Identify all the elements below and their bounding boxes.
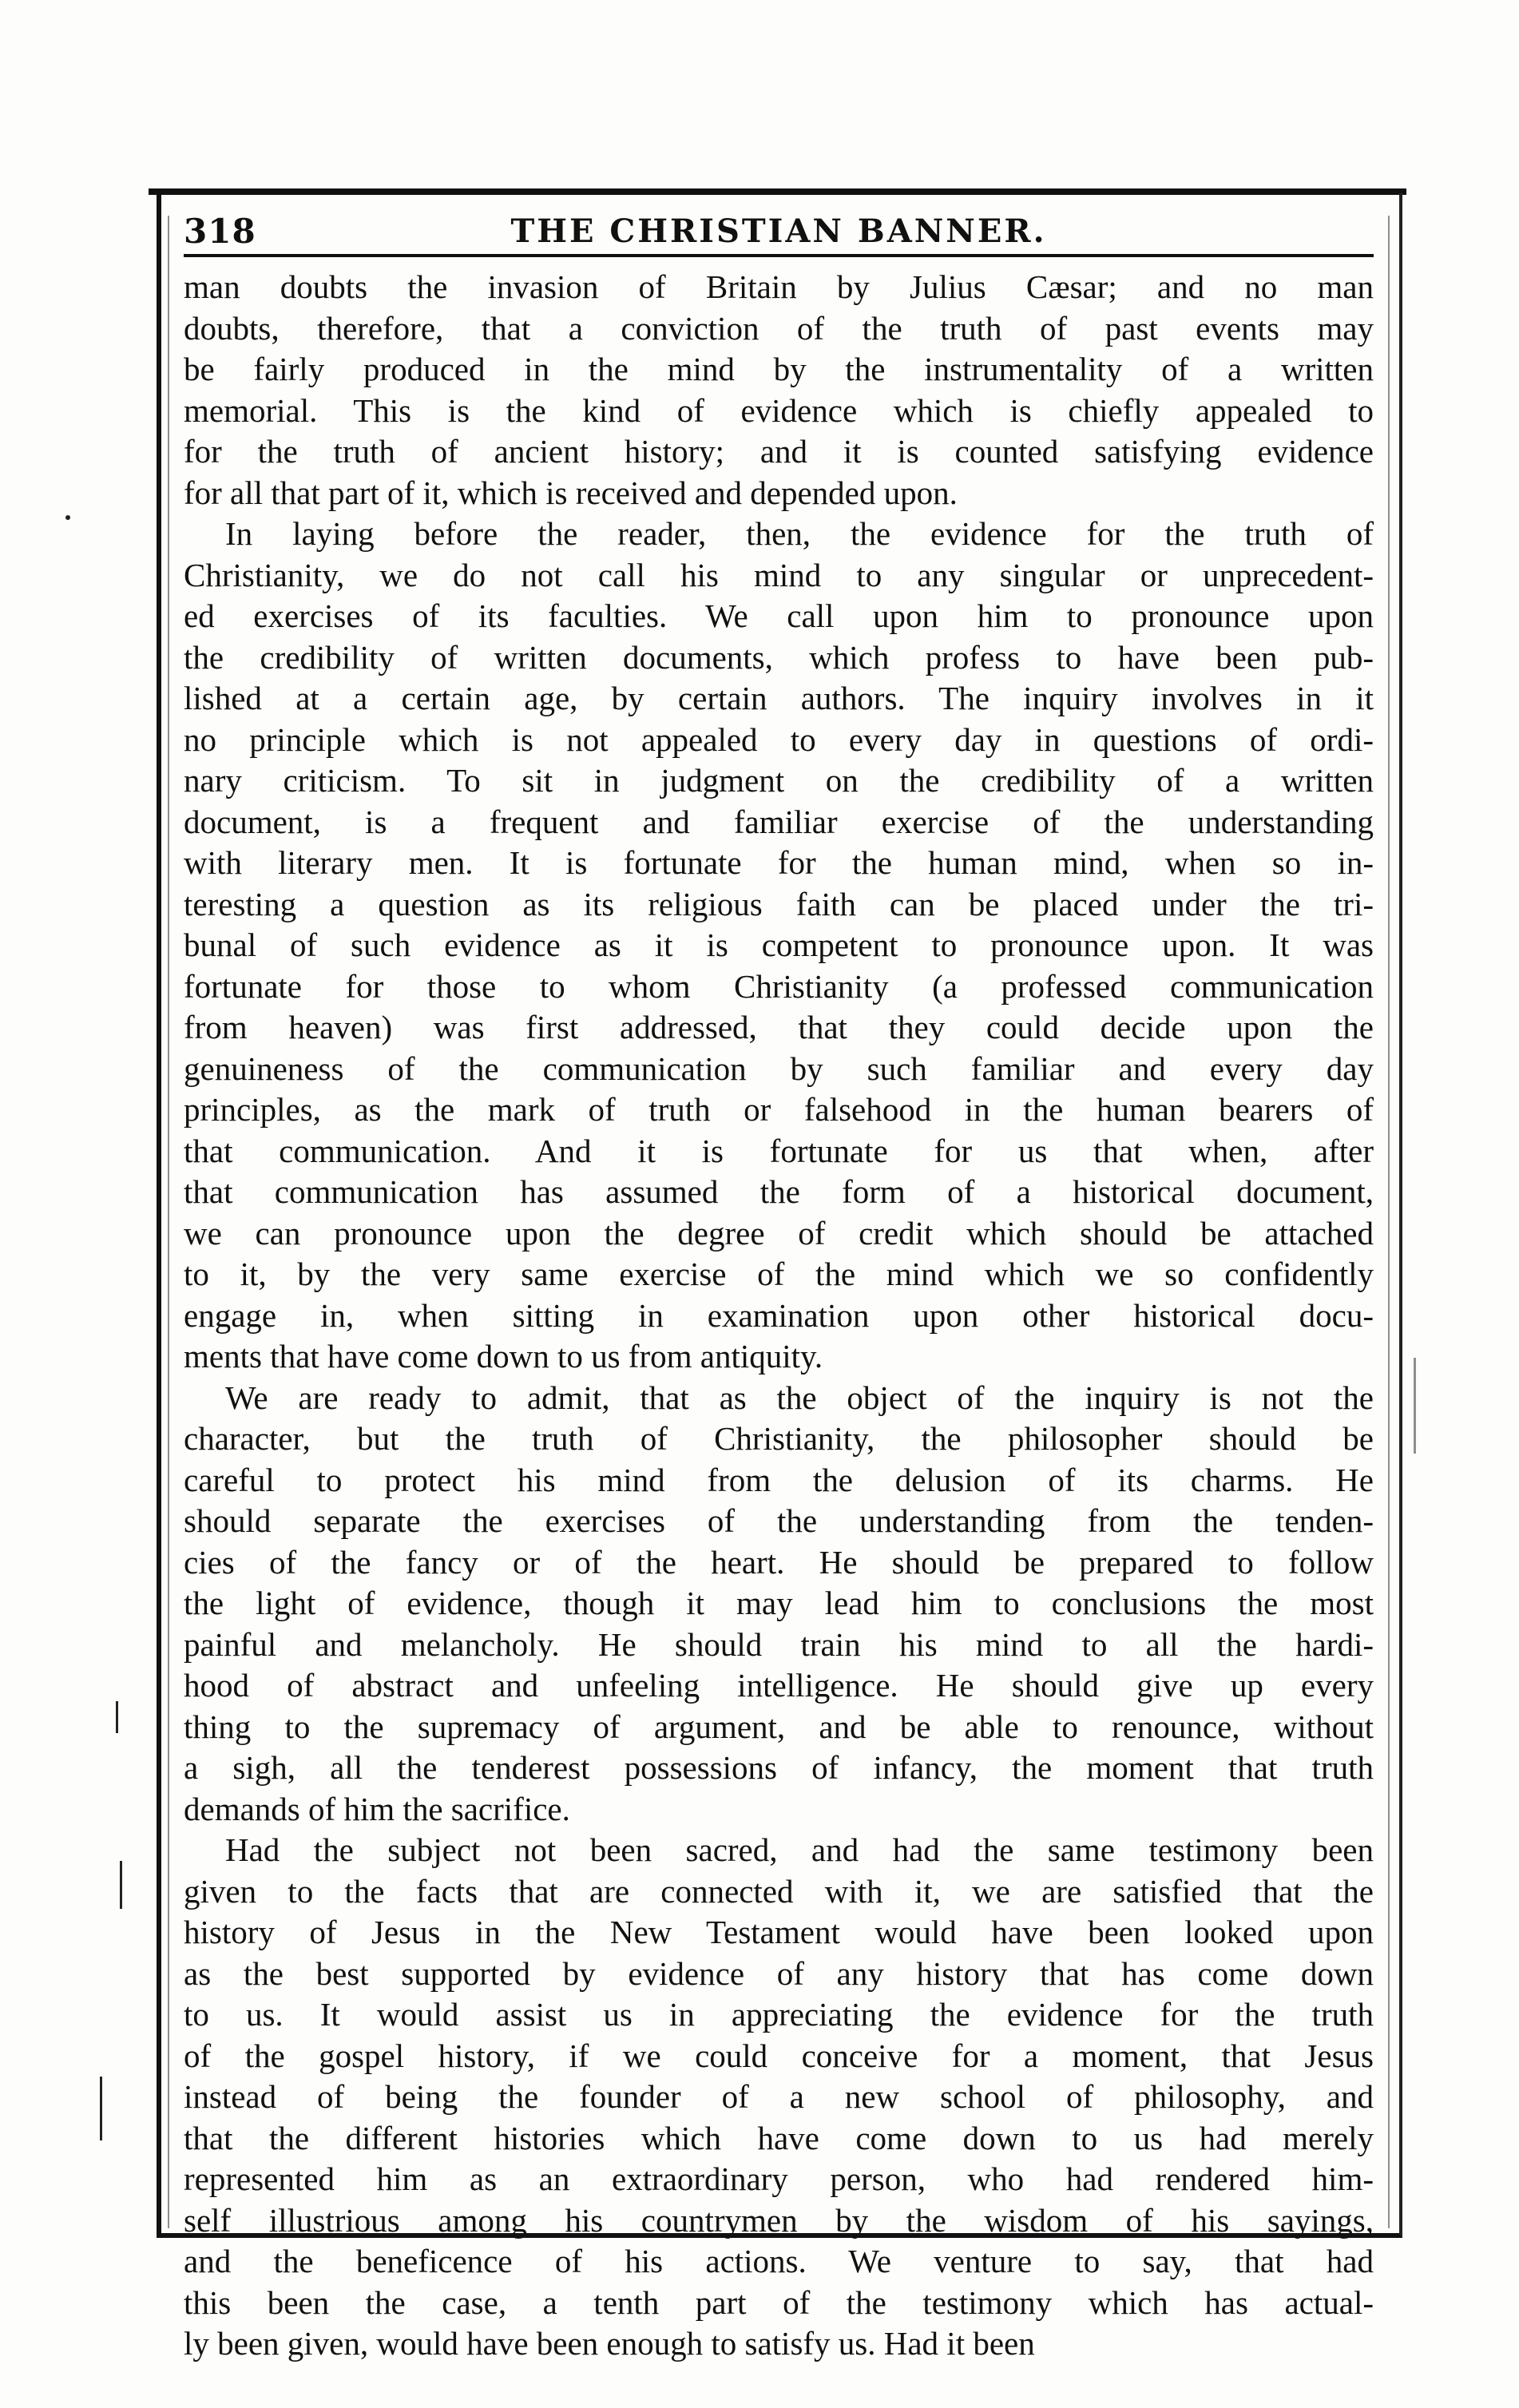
text-line: and the beneficence of his actions. We venture to say, that had [184,2243,1374,2279]
paragraph [184,267,1374,514]
paragraph [184,514,1374,1378]
text-line: as the best supported by evidence of any history that has come down [184,1954,1374,1992]
text-line: ed exercises of its faculties. We call upon him to pronounce upon [184,597,1374,634]
text-line: cies of the fancy or of the heart. He should be prepared to follow [184,1543,1374,1581]
text-line: that communication has assumed the form of a historical document, [184,1173,1374,1210]
text-line: the light of evidence, though it may lead him to conclusions the most [184,1585,1374,1621]
article-body [184,267,1374,2365]
text-line: doubts, therefore, that a conviction of the truth of past events may [184,309,1374,347]
text-line: to it, by the very same exercise of the mind which we so confidently [184,1256,1374,1292]
text-line: teresting a question as its religious faith can be placed under the tri- [184,885,1374,922]
text-line: Christianity, we do not call his mind to any singular or unprecedent- [184,556,1374,593]
text-line: character, but the truth of Christianity, the philosopher should be [184,1420,1374,1457]
text-line: we can pronounce upon the degree of credit which should be attached [184,1214,1374,1252]
text-line: In laying before the reader, then, the evidence for the truth of [225,515,1374,552]
text-line: self illustrious among his countrymen by the wisdom of his sayings, [184,2201,1374,2239]
text-line: lished at a certain age, by certain authors. The inquiry involves in it [184,680,1374,716]
print-speck [1414,1358,1416,1454]
text-line: should separate the exercises of the understanding from the tenden- [184,1502,1374,1539]
text-line: history of Jesus in the New Testament would have been looked upon [184,1914,1374,1950]
right-inner-rule [1388,216,1390,2228]
print-speck [116,1701,118,1733]
text-line: engage in, when sitting in examination upon other historical docu- [184,1296,1374,1334]
left-inner-rule [168,216,169,2228]
text-line: ly been given, would have been enough to satisfy us. Had it been [184,2325,1035,2362]
text-line: fortunate for those to whom Christianity (a professed communication [184,967,1374,1005]
running-title: THE CHRISTIAN BANNER. [510,212,1047,250]
text-line: for all that part of it, which is received and depended upon. [184,474,958,511]
text-line: with literary men. It is fortunate for the human mind, when so in- [184,844,1374,881]
text-line: man doubts the invasion of Britain by Julius Cæsar; and no man [184,268,1374,305]
text-line: for the truth of ancient history; and it is counted satisfying evidence [184,433,1374,470]
text-line: memorial. This is the kind of evidence which is chiefly appealed to [184,391,1374,429]
text-line: careful to protect his mind from the delusion of its charms. He [184,1461,1374,1498]
text-line: nary criticism. To sit in judgment on the credibility of a written [184,762,1374,799]
text-line: instead of being the founder of a new school of philosophy, and [184,2078,1374,2115]
text-line: bunal of such evidence as it is competent to pronounce upon. It was [184,926,1374,963]
text-line: to us. It would assist us in appreciating the evidence for the truth [184,1996,1374,2033]
text-line: of the gospel history, if we could conceive for a moment, that Jesus [184,2037,1374,2074]
text-line: principles, as the mark of truth or falsehood in the human bearers of [184,1091,1374,1128]
text-line: hood of abstract and unfeeling intelligence. He should give up every [184,1667,1374,1704]
text-line: thing to the supremacy of argument, and be able to renounce, without [184,1708,1374,1745]
print-speck [120,1861,122,1909]
text-line: from heaven) was first addressed, that they could decide upon the [184,1009,1374,1045]
text-line: represented him as an extraordinary person, who had rendered him- [184,2160,1374,2197]
text-line: We are ready to admit, that as the object of the inquiry is not the [225,1379,1374,1416]
text-line: painful and melancholy. He should train his mind to all the hardi- [184,1625,1374,1663]
text-line: a sigh, all the tenderest possessions of infancy, the moment that truth [184,1749,1374,1786]
paragraph [184,1830,1374,2365]
text-line: document, is a frequent and familiar exercise of the understanding [184,803,1374,840]
text-line: Had the subject not been sacred, and had the same testimony been [225,1831,1374,1868]
text-line: ments that have come down to us from antiquity. [184,1338,823,1375]
page-number: 318 [184,212,256,251]
text-line: genuineness of the communication by such familiar and every day [184,1049,1374,1087]
text-line: demands of him the sacrifice. [184,1790,570,1827]
text-line: that communication. And it is fortunate for us that when, after [184,1132,1374,1169]
print-speck [65,515,70,520]
text-line: no principle which is not appealed to every day in questions of ordi- [184,720,1374,758]
page-header [184,209,1374,257]
text-line: that the different histories which have come down to us had merely [184,2119,1374,2156]
text-line: this been the case, a tenth part of the testimony which has actual- [184,2283,1374,2321]
paragraph [184,1378,1374,1831]
text-line: given to the facts that are connected with it, we are satisfied that the [184,1872,1374,1910]
text-line: the credibility of written documents, which profess to have been pub- [184,638,1374,676]
text-line: be fairly produced in the mind by the instrumentality of a written [184,351,1374,387]
print-speck [100,2077,102,2140]
